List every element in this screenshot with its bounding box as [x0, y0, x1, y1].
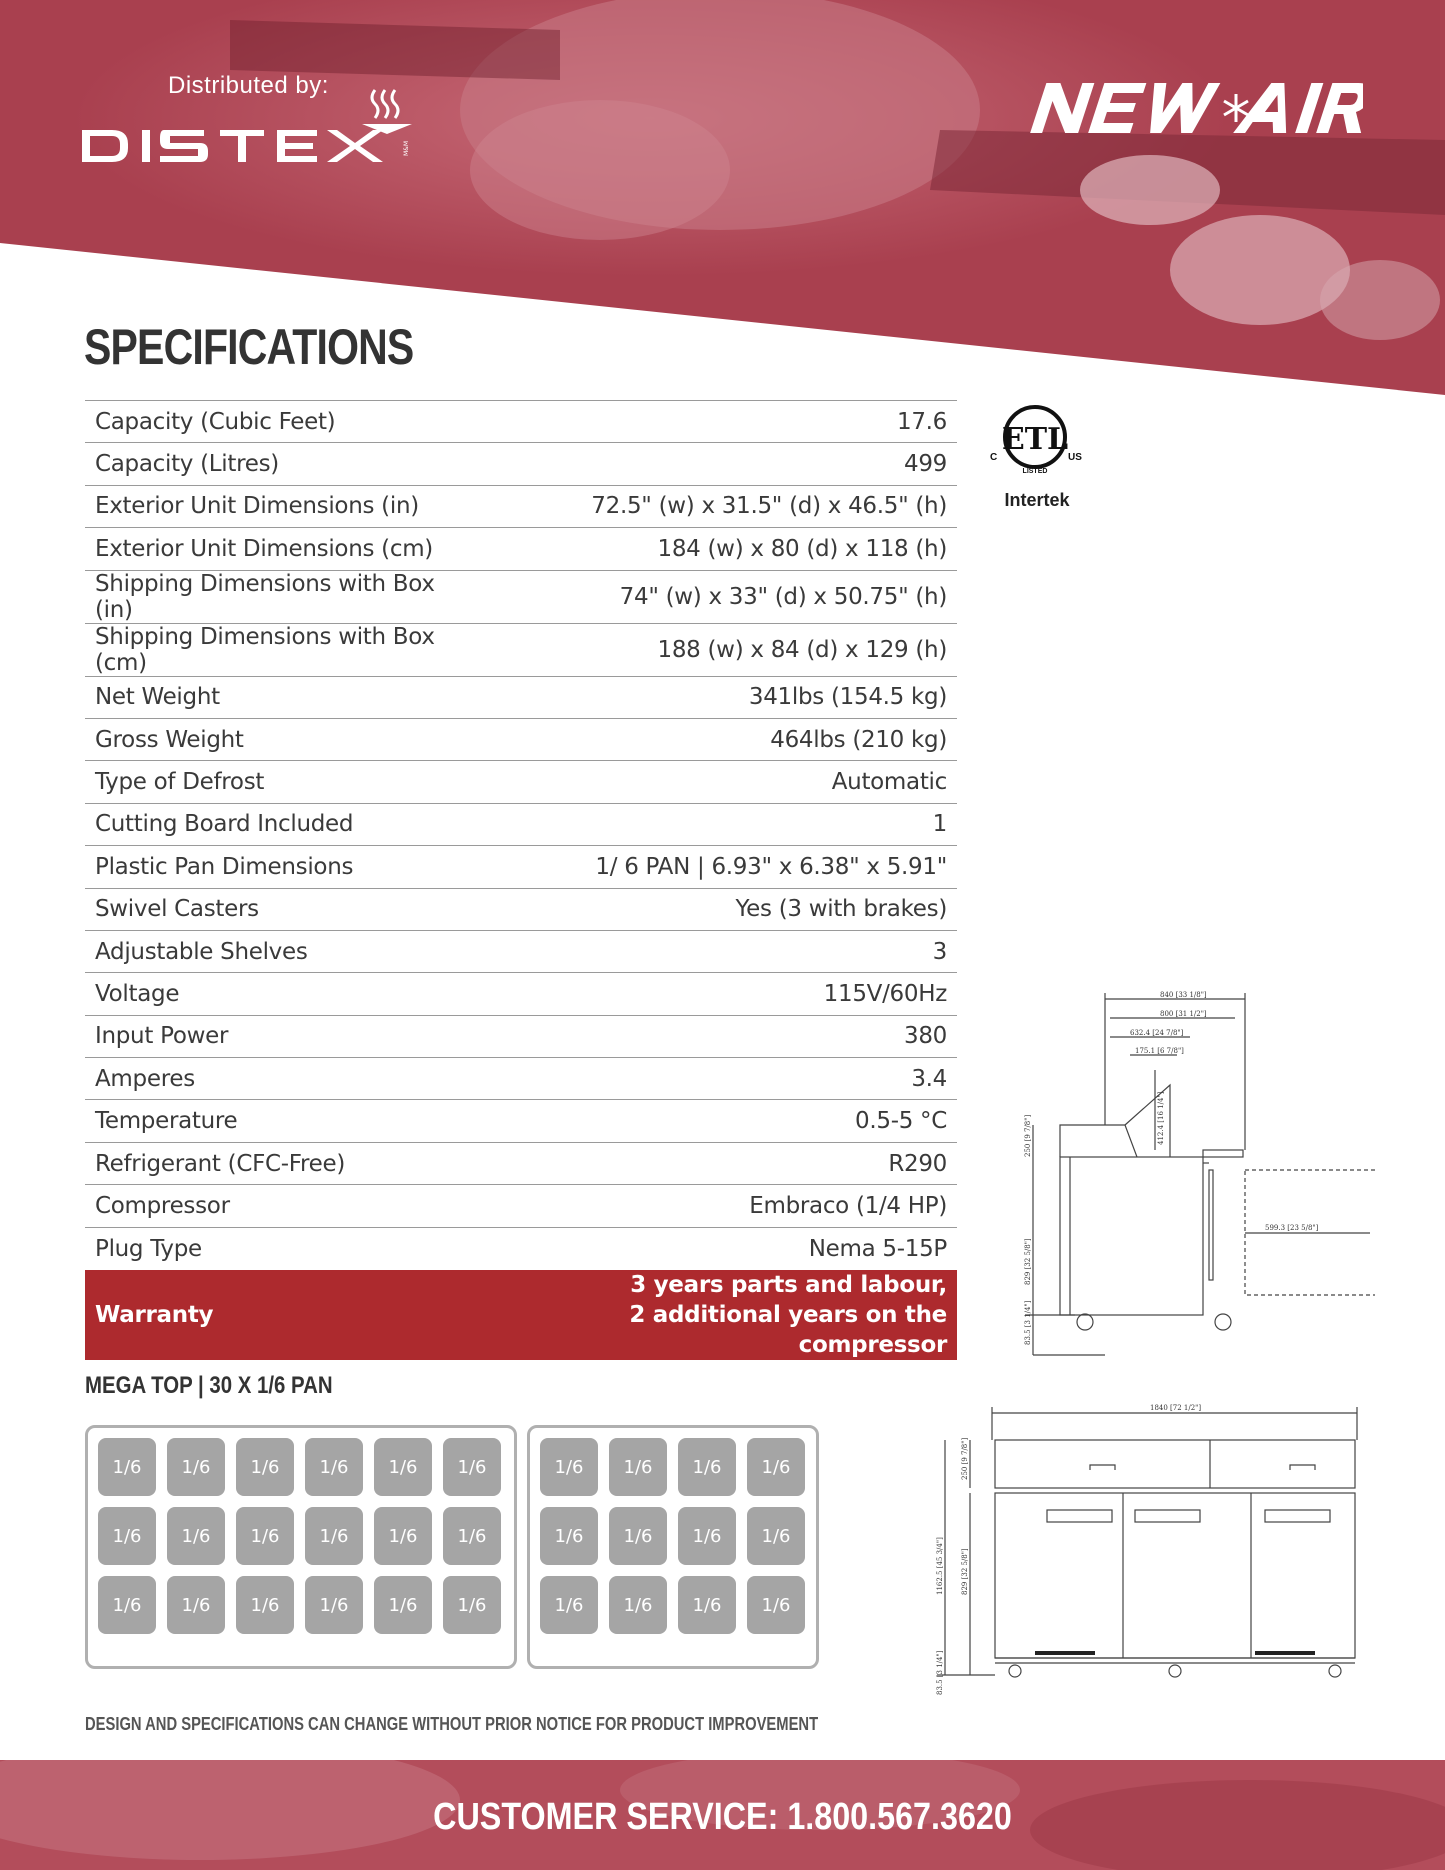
spec-label: Type of Defrost: [85, 761, 486, 803]
spec-value: 74" (w) x 33" (d) x 50.75" (h): [486, 570, 957, 623]
pan-slot: 1/6: [98, 1576, 156, 1634]
pan-slot: 1/6: [747, 1438, 805, 1496]
spec-value: 184 (w) x 80 (d) x 118 (h): [486, 528, 957, 570]
spec-label: Cutting Board Included: [85, 803, 486, 845]
spec-label: Compressor: [85, 1185, 486, 1227]
etl-us-text: US: [1068, 452, 1082, 463]
dim-front-1: 250 [9 7/8"]: [961, 1437, 969, 1480]
spec-label: Swivel Casters: [85, 888, 486, 930]
spec-value: 115V/60Hz: [486, 973, 957, 1015]
etl-mark-text: ETL: [1001, 422, 1069, 457]
dim-side-8: 599.3 [23 5/8"]: [1265, 1224, 1319, 1232]
dim-front-2: 1162.5 [45 3/4"]: [936, 1537, 944, 1595]
spec-label: Plastic Pan Dimensions: [85, 846, 486, 888]
spec-label: Refrigerant (CFC-Free): [85, 1142, 486, 1184]
pan-slot: 1/6: [609, 1576, 667, 1634]
dim-front-3: 829 [32 5/8"]: [961, 1548, 969, 1595]
spec-row: [85, 803, 957, 845]
pan-slot: 1/6: [374, 1438, 432, 1496]
spec-value: 380: [486, 1015, 957, 1057]
distex-logo: [82, 88, 422, 178]
warranty-line-1: 3 years parts and labour,: [630, 1271, 947, 1298]
spec-row: [85, 1142, 957, 1184]
dim-side-1: 800 [31 1/2"]: [1160, 1010, 1207, 1018]
pan-slot: 1/6: [747, 1576, 805, 1634]
pan-slot: 1/6: [443, 1576, 501, 1634]
spec-label: Voltage: [85, 973, 486, 1015]
newair-logo: [1018, 78, 1363, 138]
pan-slot: 1/6: [305, 1438, 363, 1496]
pan-slot: 1/6: [305, 1507, 363, 1565]
spec-value: Automatic: [486, 761, 957, 803]
spec-value: R290: [486, 1142, 957, 1184]
spec-row: [85, 1227, 957, 1269]
spec-label: Plug Type: [85, 1227, 486, 1269]
pan-slot: 1/6: [167, 1507, 225, 1565]
spec-label: Shipping Dimensions with Box (in): [85, 570, 486, 623]
warranty-line-2: 2 additional years on the compressor: [629, 1301, 947, 1358]
dim-side-5: 412.4 [16 1/4"]: [1157, 1091, 1165, 1145]
spec-row: [85, 676, 957, 718]
pan-group-left: [85, 1425, 517, 1669]
pan-slot: 1/6: [167, 1438, 225, 1496]
spec-row: [85, 1100, 957, 1142]
spec-row: [85, 888, 957, 930]
pan-slot: 1/6: [678, 1507, 736, 1565]
spec-row: [85, 443, 957, 485]
spec-row: [85, 846, 957, 888]
spec-value: 3.4: [486, 1058, 957, 1100]
pan-slot: 1/6: [236, 1438, 294, 1496]
spec-row: [85, 623, 957, 676]
intertek-label: Intertek: [1004, 490, 1070, 510]
spec-row: [85, 528, 957, 570]
disclaimer-text: DESIGN AND SPECIFICATIONS CAN CHANGE WITHOUT PRIOR NOTICE FOR PRODUCT IMPROVEMENT: [85, 1714, 819, 1734]
spec-row: [85, 973, 957, 1015]
spec-row: [85, 570, 957, 623]
distributed-by-label: Distributed by:: [168, 72, 329, 99]
spec-row: [85, 930, 957, 972]
spec-row: [85, 401, 957, 443]
spec-row: [85, 761, 957, 803]
spec-value: Yes (3 with brakes): [486, 888, 957, 930]
etl-listed-text: LISTED: [1022, 468, 1048, 475]
distex-mark: M&M: [403, 140, 410, 156]
pan-slot: 1/6: [443, 1438, 501, 1496]
specifications-table: [85, 400, 957, 1360]
dim-front-4: 83.5 [3 1/4"]: [936, 1650, 944, 1695]
pan-slot: 1/6: [374, 1576, 432, 1634]
pan-slot: 1/6: [98, 1438, 156, 1496]
dim-side-6: 829 [32 5/8"]: [1024, 1238, 1032, 1285]
spec-label: Net Weight: [85, 676, 486, 718]
spec-value: 1/ 6 PAN | 6.93" x 6.38" x 5.91": [486, 846, 957, 888]
pan-slot: 1/6: [609, 1438, 667, 1496]
snowflake-icon: [1224, 94, 1248, 122]
pan-slot: 1/6: [236, 1507, 294, 1565]
side-view-drawing: [1015, 985, 1375, 1365]
pan-slot: 1/6: [167, 1576, 225, 1634]
pan-slot: 1/6: [747, 1507, 805, 1565]
etl-intertek-certification: [985, 397, 1095, 512]
dim-side-0: 840 [33 1/8"]: [1160, 991, 1207, 999]
dim-front-0: 1840 [72 1/2"]: [1150, 1404, 1202, 1412]
pan-slot: 1/6: [678, 1438, 736, 1496]
spec-value: Nema 5-15P: [486, 1227, 957, 1269]
spec-value: 499: [486, 443, 957, 485]
pan-slot: 1/6: [374, 1507, 432, 1565]
front-view-drawing: [925, 1395, 1365, 1705]
spec-value: 188 (w) x 84 (d) x 129 (h): [486, 623, 957, 676]
footer-banner: [0, 1760, 1445, 1870]
spec-value: 17.6: [486, 401, 957, 443]
pan-slot: 1/6: [678, 1576, 736, 1634]
etl-c-text: C: [990, 452, 998, 463]
warranty-row: [85, 1270, 957, 1360]
pan-slot: 1/6: [305, 1576, 363, 1634]
spec-label: Input Power: [85, 1015, 486, 1057]
spec-value: 464lbs (210 kg): [486, 718, 957, 760]
pan-slot: 1/6: [443, 1507, 501, 1565]
pan-layout-title: MEGA TOP | 30 X 1/6 PAN: [85, 1372, 333, 1399]
spec-label: Capacity (Litres): [85, 443, 486, 485]
warranty-label: Warranty: [85, 1270, 486, 1360]
pan-slot: 1/6: [609, 1507, 667, 1565]
spec-label: Gross Weight: [85, 718, 486, 760]
spec-row: [85, 485, 957, 527]
spec-row: [85, 718, 957, 760]
spec-label: Capacity (Cubic Feet): [85, 401, 486, 443]
page-title: SPECIFICATIONS: [84, 319, 414, 375]
pan-slot: 1/6: [236, 1576, 294, 1634]
dim-side-3: 175.1 [6 7/8"]: [1135, 1047, 1184, 1055]
pan-slot: 1/6: [540, 1438, 598, 1496]
spec-value: 72.5" (w) x 31.5" (d) x 46.5" (h): [486, 485, 957, 527]
spec-label: Exterior Unit Dimensions (cm): [85, 528, 486, 570]
pan-group-right: [527, 1425, 819, 1669]
spec-row: [85, 1058, 957, 1100]
spec-label: Amperes: [85, 1058, 486, 1100]
spec-label: Shipping Dimensions with Box (cm): [85, 623, 486, 676]
spec-value: 3: [486, 930, 957, 972]
dim-side-2: 632.4 [24 7/8"]: [1130, 1029, 1184, 1037]
dim-side-7: 83.5 [3 1/4"]: [1024, 1300, 1032, 1345]
pan-slot: 1/6: [540, 1576, 598, 1634]
spec-value: 1: [486, 803, 957, 845]
dim-side-4: 250 [9 7/8"]: [1024, 1114, 1032, 1157]
spec-label: Temperature: [85, 1100, 486, 1142]
spec-label: Adjustable Shelves: [85, 930, 486, 972]
spec-value: 0.5-5 °C: [486, 1100, 957, 1142]
spec-row: [85, 1185, 957, 1227]
spec-label: Exterior Unit Dimensions (in): [85, 485, 486, 527]
spec-value: Embraco (1/4 HP): [486, 1185, 957, 1227]
pan-slot: 1/6: [540, 1507, 598, 1565]
spec-value: 341lbs (154.5 kg): [486, 676, 957, 718]
spec-row: [85, 1015, 957, 1057]
customer-service-phone: CUSTOMER SERVICE: 1.800.567.3620: [433, 1796, 1012, 1838]
warranty-value: [486, 1270, 957, 1360]
pan-slot: 1/6: [98, 1507, 156, 1565]
